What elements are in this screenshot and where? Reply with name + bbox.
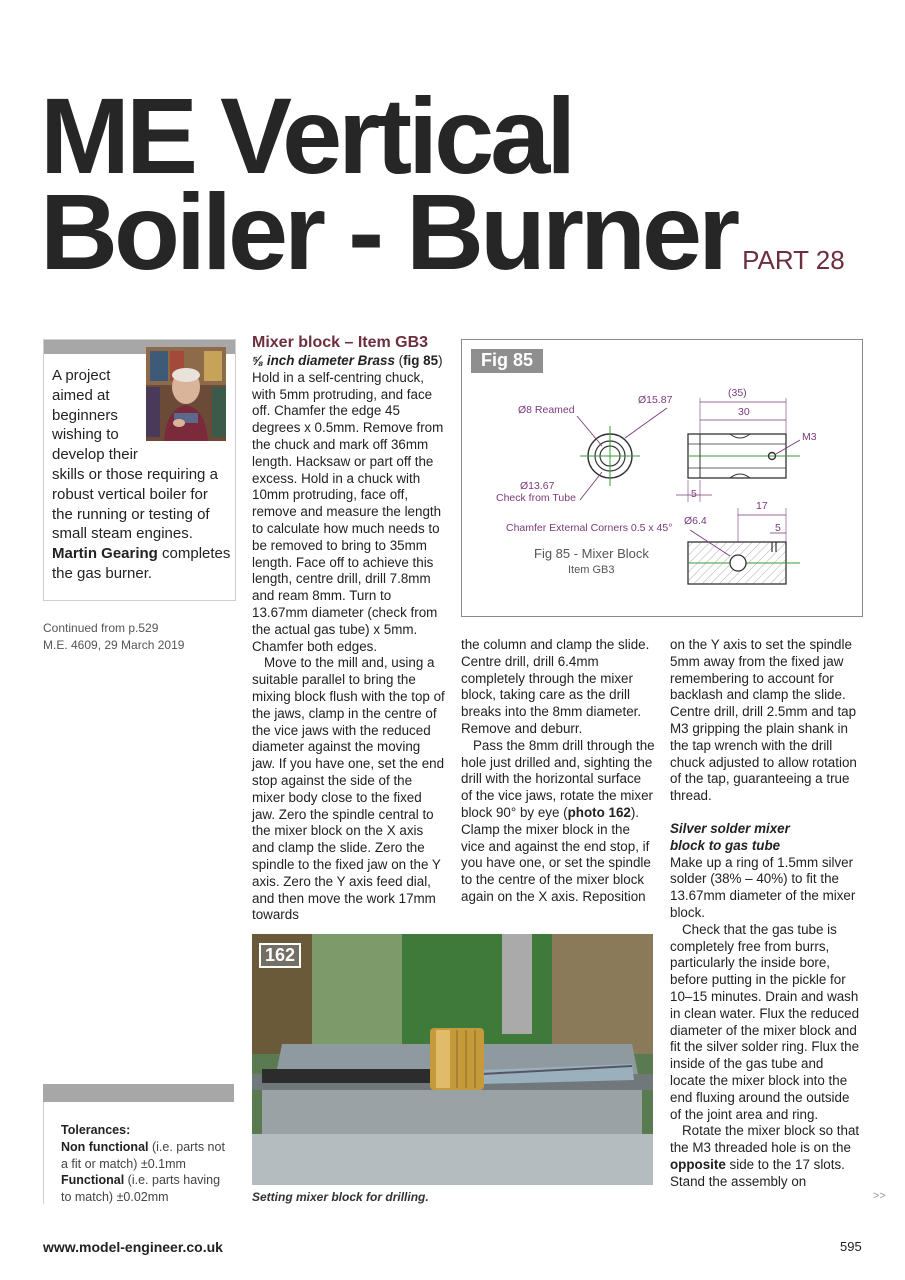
text-run: Pass the 8mm drill through the hole just drilled and, sighting the drill with the horizontal surface of the vice jaws, rotate the mixer block 90° by eye ( bbox=[461, 737, 655, 820]
tolerances-bar bbox=[43, 1084, 234, 1102]
column-2 bbox=[461, 637, 655, 906]
label-chamfer: Chamfer External Corners 0.5 x 45° bbox=[506, 522, 673, 534]
leader-line bbox=[577, 416, 602, 446]
tolerance-value: (i.e. parts not a fit or match) ±0.1mm bbox=[61, 1139, 225, 1171]
emphasis: opposite bbox=[670, 1156, 726, 1172]
page-number: 595 bbox=[840, 1239, 862, 1254]
material-line bbox=[252, 353, 445, 370]
intro-author-line bbox=[52, 544, 232, 564]
intro-text bbox=[52, 366, 232, 584]
author-name: Martin Gearing bbox=[52, 545, 158, 563]
intro-line: the running or testing of bbox=[52, 505, 210, 523]
title-line-2-text: Boiler - Burner bbox=[40, 171, 737, 292]
paragraph bbox=[461, 738, 655, 906]
tolerance-nonfunctional bbox=[61, 1139, 231, 1173]
figure-label: Fig 85 bbox=[471, 349, 543, 373]
paragraph: on the Y axis to set the spindle 5mm away from the fixed jaw remembering to account for backlash and clamp the slide. Centre drill, drill 2.5mm and tap M3 gripping the plain shank in the tap wrench with the drill chuck adjusted to allow rotation of the tap, guaranteeing a true thread. bbox=[670, 637, 857, 804]
paragraph: Make up a ring of 1.5mm silver solder (38% – 40%) to fit the 13.67mm diameter of the mixer block. bbox=[670, 854, 856, 920]
paragraph: Hold in a self-centring chuck, with 5mm protruding, and face off. Chamfer the edge 45 degrees x 0.5mm. Remove from the chuck and mark off 36mm length. Hacksaw or part off the excess. Hold in a chuck with 10mm protruding, face off, remove and measure the length to calculate how much needs to be removed to bring to 35mm length. Face off to achieve this length, centre drill, drill 7.8mm and ream 8mm. Turn to 13.67mm diameter (check from the actual gas tube) x 5mm. Chamfer both edges. bbox=[252, 369, 444, 654]
intro-line: aimed at bbox=[52, 386, 110, 404]
label-6-4: Ø6.4 bbox=[684, 515, 707, 527]
tolerances-text bbox=[61, 1122, 231, 1206]
leader-line bbox=[776, 440, 800, 454]
subheading: Silver solder mixer bbox=[670, 820, 790, 836]
paren-open: ( bbox=[394, 353, 404, 368]
label-17: 17 bbox=[756, 500, 768, 512]
label-check: Check from Tube bbox=[496, 492, 576, 504]
material-spec: ⅝ inch diameter Brass bbox=[252, 353, 395, 368]
paragraph: Check that the gas tube is completely free from burrs, particularly the inside bore, before putting in the pickle for 10–15 minutes. Drain and wash in clean water. Flux the reduced diameter of the mixer block and fit the silver solder ring. Flux the inside of the gas tube and locate the mixer block into the end fluxing around the outside of the joint area and ring. bbox=[670, 921, 860, 1122]
leader-line bbox=[625, 408, 667, 438]
tolerances-border bbox=[43, 1102, 44, 1204]
tolerance-functional bbox=[61, 1172, 231, 1206]
intro-line: the gas burner. bbox=[52, 564, 153, 582]
photo-number: 162 bbox=[259, 943, 301, 968]
intro-line: robust vertical boiler for bbox=[52, 485, 208, 503]
intro-line: skills or those requiring a bbox=[52, 465, 218, 483]
text-run: ). Clamp the mixer block in the vice and against the end stop, if you have one, or set the spindle to the centre of the mixer block again on the X axis. Reposition bbox=[461, 804, 651, 904]
fig-ref: fig 85 bbox=[403, 353, 439, 368]
drawing-item: Item GB3 bbox=[568, 564, 615, 576]
mixer-block-drawing bbox=[462, 340, 862, 616]
label-od: Ø15.87 bbox=[638, 394, 673, 406]
intro-line: A project bbox=[52, 367, 111, 384]
figure-85 bbox=[461, 339, 863, 617]
drawing-title: Fig 85 - Mixer Block bbox=[534, 546, 649, 561]
title-line-1: ME Vertical bbox=[40, 75, 573, 196]
tolerance-label: Non functional bbox=[61, 1139, 149, 1154]
footer-url[interactable]: www.model-engineer.co.uk bbox=[43, 1239, 223, 1255]
spacer bbox=[670, 805, 862, 821]
photo-vice-image bbox=[252, 934, 653, 1185]
label-35: (35) bbox=[728, 387, 747, 399]
label-reamed: Ø8 Reamed bbox=[518, 404, 575, 416]
tolerances-heading: Tolerances: bbox=[61, 1123, 131, 1137]
column-3 bbox=[670, 637, 862, 1191]
label-m3: M3 bbox=[802, 431, 817, 443]
paragraph bbox=[670, 1123, 862, 1190]
photo-caption: Setting mixer block for drilling. bbox=[252, 1190, 429, 1204]
subheading: block to gas tube bbox=[670, 837, 781, 853]
gas-hole bbox=[730, 555, 746, 571]
intro-line: develop their bbox=[52, 446, 138, 464]
intro-box bbox=[43, 339, 236, 601]
tolerances-box bbox=[43, 1084, 234, 1204]
paren-close: ) bbox=[438, 353, 443, 368]
label-5b: 5 bbox=[775, 522, 781, 534]
continue-arrow-icon: >> bbox=[873, 1190, 886, 1202]
column-1 bbox=[252, 333, 445, 924]
photo-162 bbox=[252, 934, 653, 1185]
text-run: Rotate the mixer block so that the M3 threaded hole is on the bbox=[670, 1123, 860, 1156]
part-number: PART 28 bbox=[742, 245, 845, 275]
label-30: 30 bbox=[738, 406, 750, 418]
tolerance-label: Functional bbox=[61, 1173, 125, 1188]
photo-ref: photo 162 bbox=[567, 804, 631, 820]
intro-line: wishing to bbox=[52, 426, 119, 444]
continued-from: Continued from p.529 bbox=[43, 621, 159, 635]
continued-note bbox=[43, 620, 233, 653]
intro-line: small steam engines. bbox=[52, 525, 193, 543]
title-line-2 bbox=[40, 171, 860, 308]
paragraph: the column and clamp the slide. Centre drill, drill 6.4mm completely through the mixer block, taking care as the drill breaks into the 8mm diameter. Remove and deburr. bbox=[461, 637, 650, 736]
label-5a: 5 bbox=[691, 488, 697, 500]
label-dia-13-67: Ø13.67 bbox=[520, 480, 555, 492]
paragraph: Move to the mill and, using a suitable parallel to bring the mixing block flush with the top of the jaws, clamp in the centre of the vice jaws with the reduced diameter against the moving jaw. If you have one, set the end stop against the side of the mixer body close to the fixed jaw. Zero the spindle central to the mixer block on the X axis and clamp the slide. Zero the spindle to the fixed jaw on the Y axis. Zero the Y axis feed dial, and then move the work 17mm towards bbox=[252, 655, 445, 923]
intro-line: beginners bbox=[52, 406, 118, 424]
section-heading: Mixer block – Item GB3 bbox=[252, 334, 429, 351]
tolerance-value: (i.e. parts having to match) ±0.02mm bbox=[61, 1173, 221, 1205]
issue-reference: M.E. 4609, 29 March 2019 bbox=[43, 637, 185, 652]
leader-line bbox=[580, 472, 602, 500]
article-title bbox=[40, 75, 860, 308]
text-run: side to the 17 slots. Stand the assembly on bbox=[670, 1156, 845, 1189]
author-tail: completes bbox=[157, 545, 231, 563]
